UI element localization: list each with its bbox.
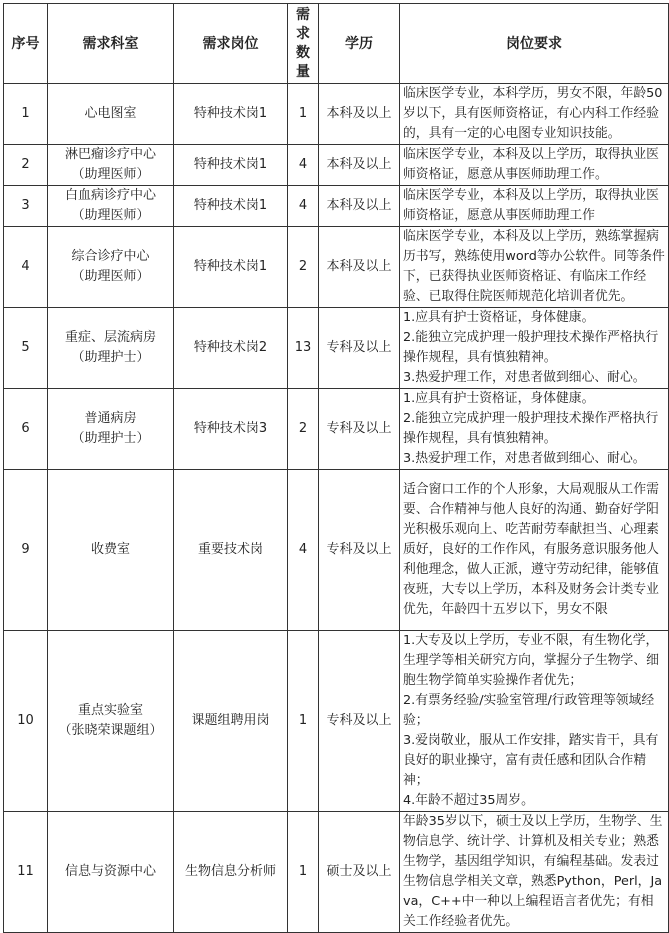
department-line: （张晓荣课题组） — [58, 723, 163, 738]
education-cell: 本科及以上 — [319, 186, 400, 227]
row-number: 2 — [4, 145, 48, 186]
department-cell — [48, 389, 174, 470]
row-number: 9 — [4, 470, 48, 631]
position-cell: 课题组聘用岗 — [174, 631, 288, 812]
table-row — [4, 812, 669, 933]
department-cell — [48, 812, 174, 933]
requirement-line: 2.有票务经验/实验室管理/行政管理等领域经验； — [403, 693, 655, 728]
row-number: 10 — [4, 631, 48, 812]
count-cell: 2 — [288, 389, 319, 470]
header-position: 需求岗位 — [174, 4, 288, 84]
requirement-line: 1.大专及以上学历，专业不限，有生物化学，生理学等相关研究方向，掌握分子生物学、细胞生物学简单实验操作者优先； — [403, 633, 659, 688]
department-line: （助理医师） — [71, 208, 150, 223]
count-cell: 1 — [288, 631, 319, 812]
education-cell: 本科及以上 — [319, 227, 400, 308]
requirement-line: 年龄35岁以下，硕士及以上学历，生物学、生物信息学、统计学、计算机及相关专业；熟悉生物学，基因组学知识，有编程基础。发表过生物信息学相关文章，熟悉Python，Perl，Java，C++中一种以上编程语言者优先；有相关工作经验者优先。 — [403, 814, 663, 929]
table-row — [4, 145, 669, 186]
education-cell: 本科及以上 — [319, 145, 400, 186]
department-line: 综合诊疗中心 — [71, 249, 150, 264]
position-cell: 特种技术岗1 — [174, 227, 288, 308]
requirement-line: 1.应具有护士资格证，身体健康。 — [403, 310, 595, 325]
requirements-cell — [400, 812, 669, 933]
department-line: 重点实验室 — [77, 703, 143, 718]
requirement-line: 临床医学专业，本科及以上学历，取得执业医师资格证，愿意从事医师助理工作 — [403, 188, 659, 223]
education-cell: 硕士及以上 — [319, 812, 400, 933]
requirement-line: 3.热爱护理工作，对患者做到细心、耐心。 — [403, 370, 646, 385]
department-line: 淋巴瘤诊疗中心 — [64, 147, 156, 162]
table-row — [4, 631, 669, 812]
requirements-cell — [400, 84, 669, 145]
department-cell — [48, 470, 174, 631]
table-row — [4, 308, 669, 389]
department-cell — [48, 145, 174, 186]
department-line: （助理医师） — [71, 269, 150, 284]
department-line: 白血病诊疗中心 — [64, 188, 156, 203]
department-line: （助理护士） — [71, 350, 150, 365]
count-cell: 1 — [288, 84, 319, 145]
position-cell: 特种技术岗3 — [174, 389, 288, 470]
position-cell: 特种技术岗1 — [174, 145, 288, 186]
education-cell: 本科及以上 — [319, 84, 400, 145]
requirement-line: 4.年龄不超过35周岁。 — [403, 793, 534, 808]
requirements-cell — [400, 470, 669, 631]
requirement-line: 2.能独立完成护理一般护理技术操作严格执行操作规程，具有慎独精神。 — [403, 411, 659, 446]
header-requirements: 岗位要求 — [400, 4, 669, 84]
requirement-line: 临床医学专业，本科及以上学历，熟练掌握病历书写，熟练使用word等办公软件。同等条件下，已获得执业医师资格证、有临床工作经验、已取得住院医师规范化培训者优先。 — [403, 229, 665, 304]
department-line: 收费室 — [90, 542, 130, 557]
row-number: 5 — [4, 308, 48, 389]
header-education: 学历 — [319, 4, 400, 84]
position-cell: 特种技术岗2 — [174, 308, 288, 389]
position-cell: 特种技术岗1 — [174, 84, 288, 145]
department-line: 普通病房 — [84, 411, 137, 426]
position-cell: 重要技术岗 — [174, 470, 288, 631]
count-cell: 4 — [288, 145, 319, 186]
row-number: 4 — [4, 227, 48, 308]
row-number: 11 — [4, 812, 48, 933]
header-department: 需求科室 — [48, 4, 174, 84]
requirements-cell — [400, 631, 669, 812]
requirements-cell — [400, 186, 669, 227]
requirement-line: 3.爱岗敬业，服从工作安排，踏实肯干，具有良好的职业操守，富有责任感和团队合作精神； — [403, 733, 659, 788]
requirement-line: 2.能独立完成护理一般护理技术操作严格执行操作规程，具有慎独精神。 — [403, 330, 659, 365]
header-number: 序号 — [4, 4, 48, 84]
table-row — [4, 389, 669, 470]
department-line: （助理护士） — [71, 431, 150, 446]
header-count: 需求数量 — [288, 4, 319, 84]
department-line: （助理医师） — [71, 167, 150, 182]
header-row — [4, 4, 669, 84]
requirement-line: 3.热爱护理工作，对患者做到细心、耐心。 — [403, 451, 646, 466]
department-cell — [48, 308, 174, 389]
position-cell: 生物信息分析师 — [174, 812, 288, 933]
requirement-line: 临床医学专业，本科及以上学历，取得执业医师资格证，愿意从事医师助理工作。 — [403, 147, 659, 182]
table-row — [4, 227, 669, 308]
department-cell — [48, 227, 174, 308]
department-line: 重症、层流病房 — [64, 330, 156, 345]
position-cell: 特种技术岗1 — [174, 186, 288, 227]
department-cell — [48, 186, 174, 227]
education-cell: 专科及以上 — [319, 631, 400, 812]
count-cell: 2 — [288, 227, 319, 308]
department-line: 信息与资源中心 — [64, 864, 156, 879]
recruitment-table — [3, 3, 669, 933]
education-cell: 专科及以上 — [319, 308, 400, 389]
department-cell — [48, 631, 174, 812]
department-cell — [48, 84, 174, 145]
table-row — [4, 186, 669, 227]
row-number: 3 — [4, 186, 48, 227]
requirements-cell — [400, 389, 669, 470]
requirements-cell — [400, 308, 669, 389]
department-line: 心电图室 — [84, 106, 137, 121]
education-cell: 专科及以上 — [319, 470, 400, 631]
count-cell: 1 — [288, 812, 319, 933]
requirements-cell — [400, 145, 669, 186]
table-row — [4, 470, 669, 631]
requirement-line: 临床医学专业，本科学历，男女不限，年龄50岁以下，具有医师资格证，有心内科工作经验的，具有一定的心电图专业知识技能。 — [403, 86, 663, 141]
requirement-line: 适合窗口工作的个人形象，大局观服从工作需要、合作精神与他人良好的沟通、勤奋好学阳光积极乐观向上、吃苦耐劳奉献担当、心理素质好，良好的工作作风，有服务意识服务他人利他理念，做人正派，遵守劳动纪律，能够值夜班，大专以上学历，本科及财务会计类专业优先，年龄四十五岁以下，男女不限 — [403, 482, 659, 617]
count-cell: 4 — [288, 470, 319, 631]
count-cell: 4 — [288, 186, 319, 227]
requirements-cell — [400, 227, 669, 308]
row-number: 6 — [4, 389, 48, 470]
count-cell: 13 — [288, 308, 319, 389]
education-cell: 专科及以上 — [319, 389, 400, 470]
row-number: 1 — [4, 84, 48, 145]
requirement-line: 1.应具有护士资格证，身体健康。 — [403, 391, 595, 406]
table-row — [4, 84, 669, 145]
